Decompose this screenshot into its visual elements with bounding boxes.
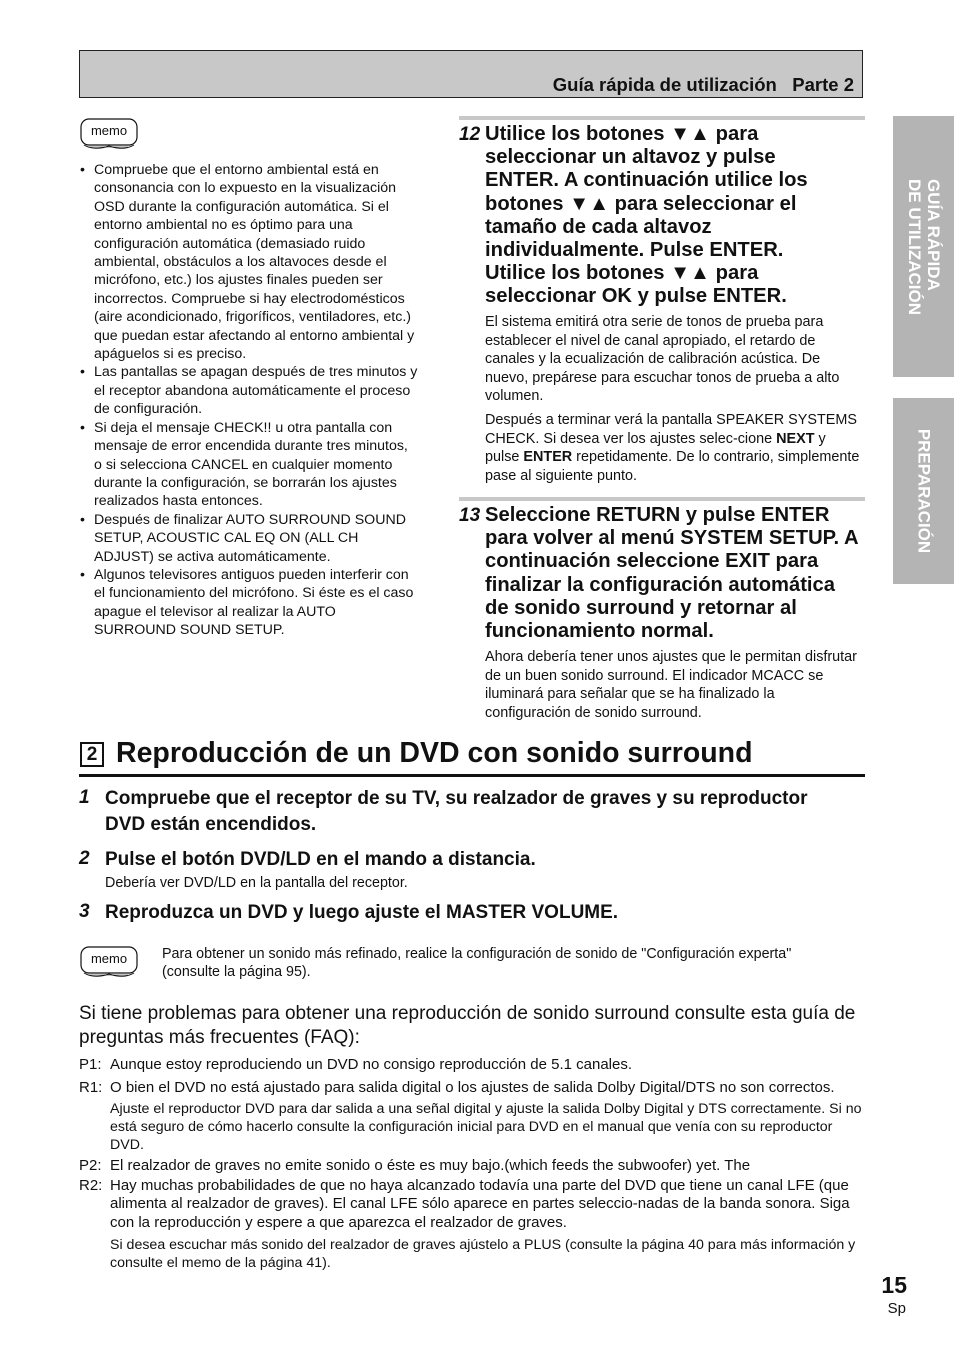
step-number: 3 <box>79 901 90 922</box>
faq-note: Si desea escuchar más sonido del realzador de graves ajústelo a PLUS (consulte la página 40 para más información y consulte el memo de la página 41). <box>110 1236 856 1271</box>
step-number: 12 <box>459 124 481 145</box>
side-tab-label: PREPARACIÓN <box>914 428 933 554</box>
side-tab-quick-guide[interactable] <box>893 116 954 377</box>
faq-item: P1: Aunque estoy reproduciendo un DVD no consigo reproducción de 5.1 canales. <box>79 1056 633 1073</box>
list-item: • Después de finalizar AUTO SURROUND SOUND SETUP, ACOUSTIC CAL EQ ON (ALL CH ADJUST) se activa automáticamente. <box>79 511 419 566</box>
list-item: • Algunos televisores antiguos pueden interferir con el funcionamiento del micrófono. Si éste es el caso apague el televisor al realizar la AUTO SURROUND SOUND SETUP. <box>79 566 419 640</box>
divider <box>459 116 865 120</box>
faq-list <box>79 1056 869 1275</box>
step-note: Debería ver DVD/LD en la pantalla del receptor. <box>105 875 408 891</box>
page-number: 15 <box>881 1272 907 1298</box>
step-body: El sistema emitirá otra serie de tonos de prueba para establecer el nivel de canal apropiado, el retardo de canales y la ecualización de calibración acústica. De nuevo, prepárese para escuchar tonos de prueba a alto volumen. Después a terminar verá la pantalla SPEAKER SYSTEMS CHECK. Si desea ver los ajustes selec-cione NEXT y pulse ENTER repetidamente. De lo contrario, simplemente pase al siguiente punto. <box>485 314 860 484</box>
faq-note: Ajuste el reproductor DVD para dar salida a una señal digital y ajuste la salida Dolby Digital y DTS correctamente. Si no está seguro de cómo hacerlo consulte la configuración inicial para DVD en el manual que venía con su reproductor DVD. <box>110 1101 862 1154</box>
header-band <box>79 50 863 98</box>
step-title: Pulse el botón DVD/LD en el mando a distancia. <box>105 849 536 870</box>
svg-text:memo: memo <box>90 123 128 138</box>
step-number: 13 <box>459 505 481 526</box>
section-title: Reproducción de un DVD con sonido surround <box>116 737 753 769</box>
faq-intro: Si tiene problemas para obtener una reproducción de sonido surround consulte esta guía de preguntas más frecuentes (FAQ): <box>79 1003 856 1048</box>
memo-bullet-list <box>79 161 419 640</box>
section-number-box: 2 <box>80 742 104 767</box>
side-tab-preparation[interactable] <box>893 398 954 584</box>
memo-icon <box>80 118 138 157</box>
step-title: Utilice los botones ▼▲ para seleccionar un altavoz y pulse ENTER. A continuación utilice los botones ▼▲ para seleccionar el tamaño de cada altavoz individualmente. Pulse ENTER. Utilice los botones ▼▲ para seleccionar OK y pulse ENTER. <box>485 123 808 308</box>
faq-item: P2: El realzador de graves no emite sonido o éste es muy bajo.(which feeds the subwoofer) yet. The <box>79 1157 751 1175</box>
step-number: 2 <box>79 848 90 869</box>
list-item: • Las pantallas se apagan después de tres minutos y el receptor abandona automáticamente el proceso de configuración. <box>79 363 419 418</box>
step-title: Reproduzca un DVD y luego ajuste el MASTER VOLUME. <box>105 902 619 923</box>
svg-text:memo: memo <box>90 951 128 966</box>
list-item: • Si deja el mensaje CHECK!! u otra pantalla con mensaje de error encendida durante tres minutos, o si selecciona CANCEL en cualquier momento durante la configuración, se borrarán los ajustes realizados hasta entonces. <box>79 419 419 511</box>
faq-item: R2: Hay muchas probabilidades de que no haya alcanzado todavía una parte del DVD que tiene un canal LFE (que alimenta al realzador de graves). El canal LFE sólo aparece en partes seleccio-nadas de la banda sonora. Siga con la reproducción y espere a que aparezca el realzador de graves. <box>79 1176 850 1231</box>
step-number: 1 <box>79 787 90 808</box>
page-language: Sp <box>887 1300 906 1317</box>
memo-icon <box>80 946 138 985</box>
step-title: Seleccione RETURN y pulse ENTER para volver al menú SYSTEM SETUP. A continuación seleccione EXIT para finalizar la configuración automática de sonido surround y retornar al funcionamiento normal. <box>485 504 858 643</box>
list-item: • Compruebe que el entorno ambiental está en consonancia con lo expuesto en la visualización OSD durante la configuración automática. Si el entorno ambiental no es óptimo para una configuración automática (demasiado ruido ambiental, obstáculos a los altavoces desde el micrófono, etc.) los ajustes finales pueden ser incorrectos. Compruebe si hay electrodomésticos (aire acondicionado, frigoríficos, ventiladores, etc.) que puedan estar afectando al entorno ambiental y apáguelos si es preciso. <box>79 161 419 363</box>
section-rule <box>79 774 865 777</box>
header-title: Guía rápida de utilización Parte 2 <box>552 74 854 95</box>
step-body: Ahora debería tener unos ajustes que le permitan disfrutar de un buen sonido surround. El indicador MCACC se iluminará para señalar que se ha finalizado la configuración de sonido surround. <box>485 649 857 721</box>
faq-item: R1: O bien el DVD no está ajustado para salida digital o los ajustes de salida Dolby Digital/DTS no son correctos. <box>79 1078 835 1096</box>
memo-text: Para obtener un sonido más refinado, realice la configuración de sonido de "Configuración experta" (consulte la página 95). <box>162 946 792 980</box>
divider <box>459 497 865 501</box>
side-tab-label: GUÍA RÁPIDA DE UTILIZACIÓN <box>904 178 943 315</box>
step-title: Compruebe que el receptor de su TV, su realzador de graves y su reproductor DVD están encendidos. <box>105 788 808 835</box>
